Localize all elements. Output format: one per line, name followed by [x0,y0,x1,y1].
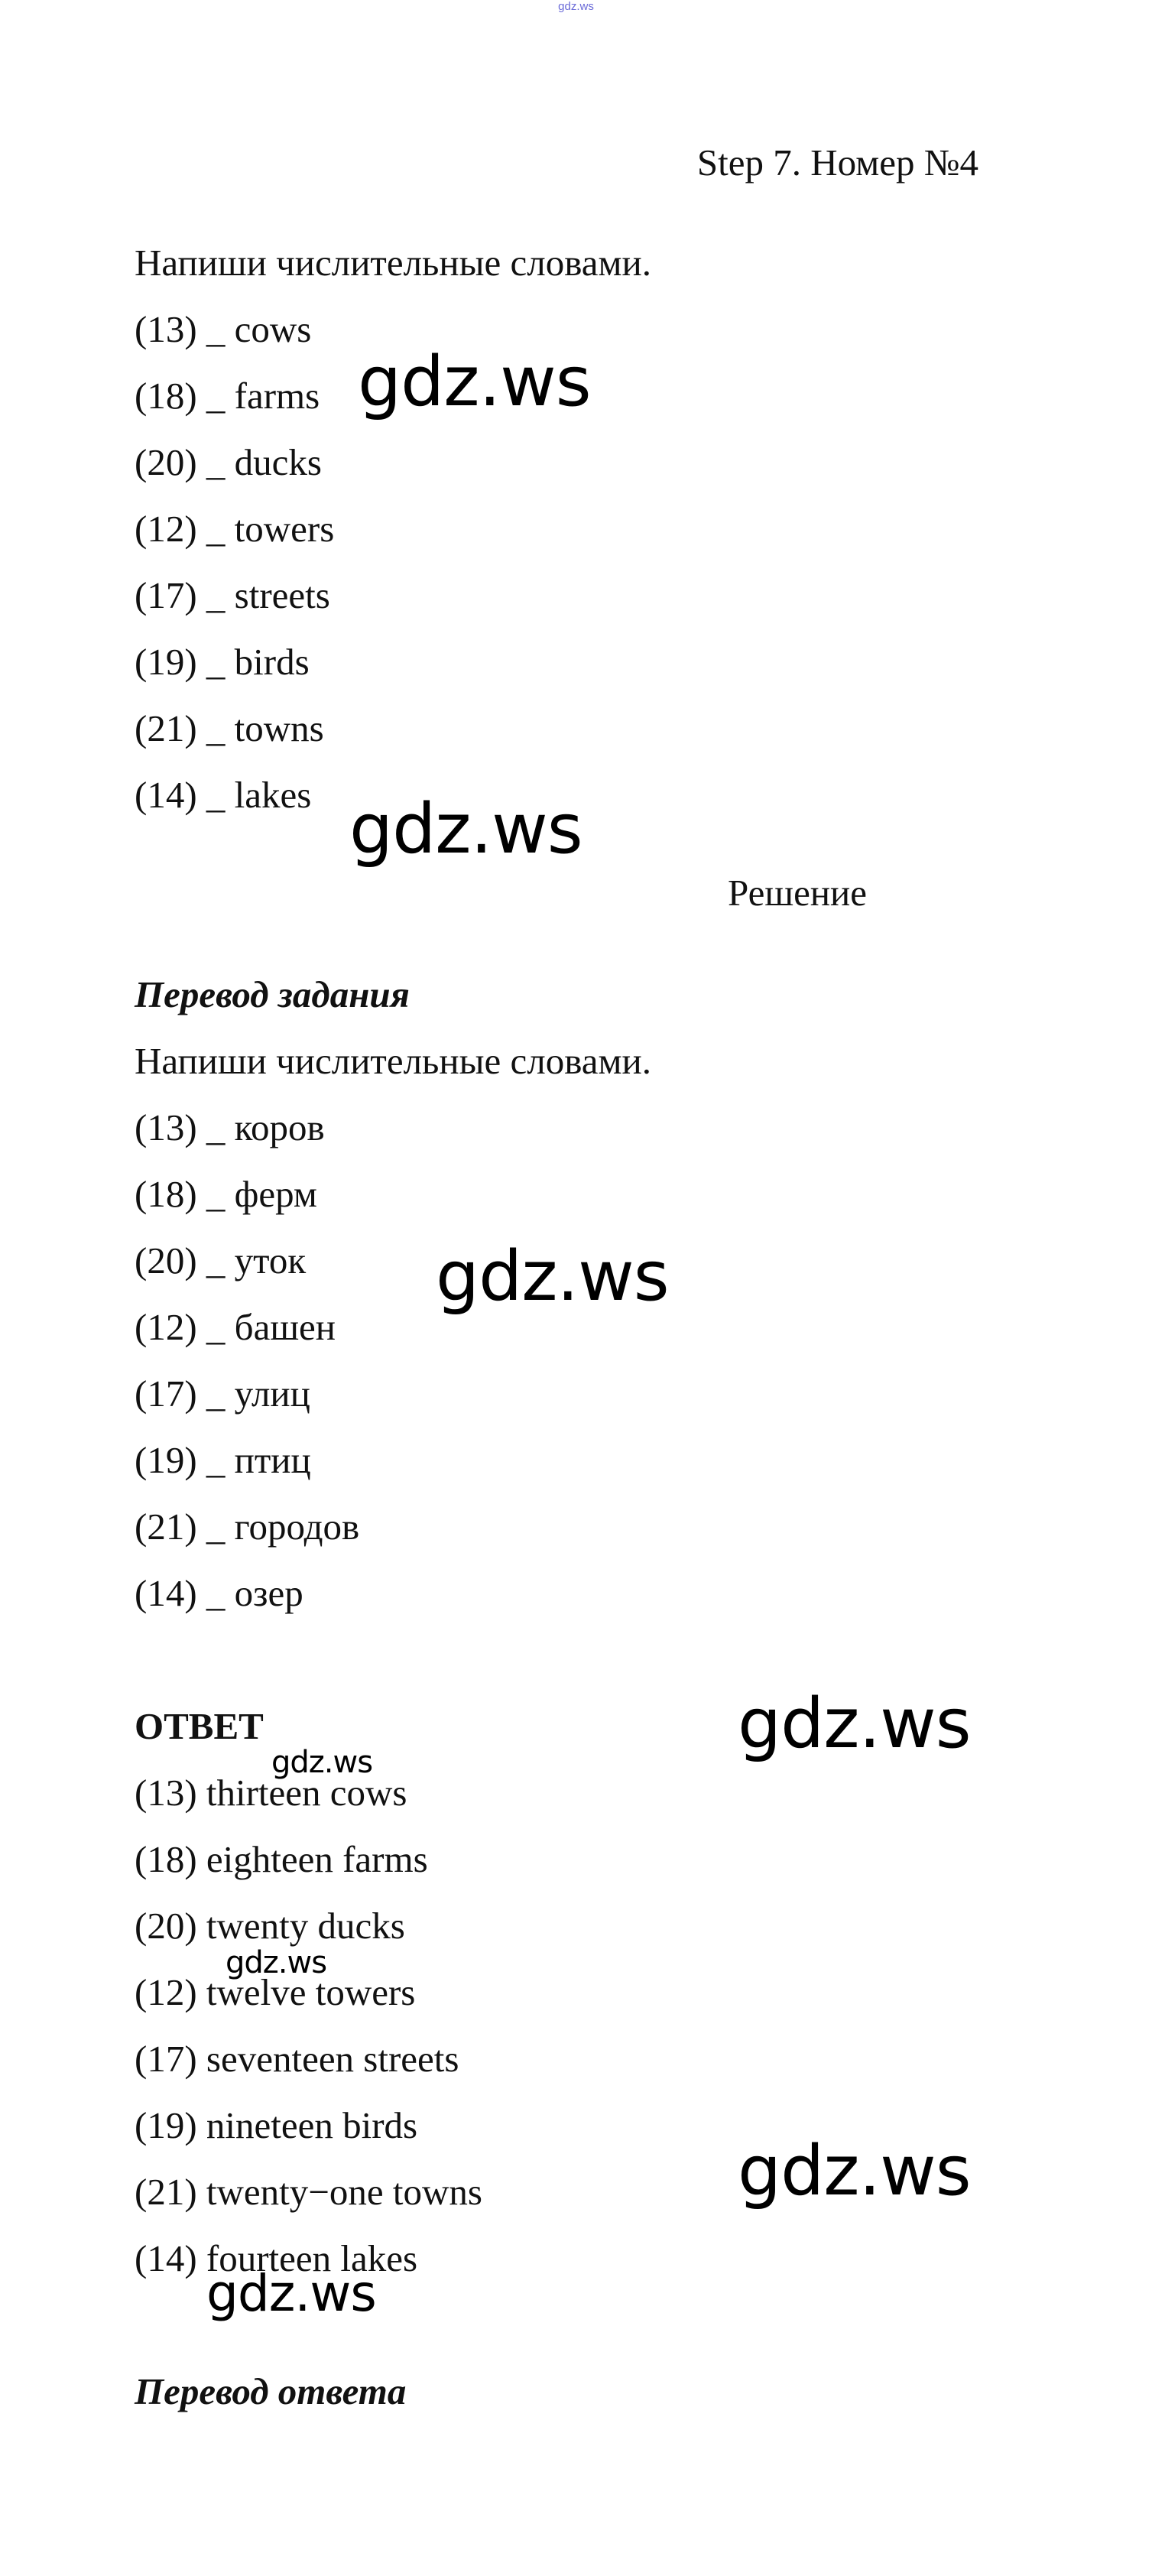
answer-item: (13) thirteen cows [135,1772,407,1814]
translation-item: (18) _ ферм [135,1173,317,1215]
top-watermark: gdz.ws [558,0,594,13]
watermark: gdz.ws [206,2264,376,2323]
task-item: (20) _ ducks [135,441,322,483]
task-item: (12) _ towers [135,508,335,550]
answer-item: (18) eighteen farms [135,1838,428,1880]
translation-item: (19) _ птиц [135,1439,311,1481]
answer-item: (17) seventeen streets [135,2038,459,2080]
answer-item: (14) fourteen lakes [135,2237,418,2279]
translation-item: (20) _ уток [135,1239,307,1282]
translation-title: Перевод задания [135,973,410,1015]
page-header: Step 7. Номер №4 [696,141,978,184]
answer-item: (19) nineteen birds [135,2104,418,2146]
task-item: (14) _ lakes [135,774,312,816]
translation-instruction: Напиши числительные словами. [135,1040,651,1082]
watermark: gdz.ws [226,1945,327,1980]
watermark: gdz.ws [738,1684,971,1764]
translation-item: (14) _ озер [135,1572,303,1614]
task-item: (21) _ towns [135,707,324,749]
watermark: gdz.ws [349,789,582,869]
task-item: (18) _ farms [135,375,320,417]
watermark: gdz.ws [358,342,591,422]
task-item: (19) _ birds [135,641,310,683]
answer-translation-title: Перевод ответа [135,2370,407,2412]
watermark: gdz.ws [436,1236,669,1317]
translation-item: (17) _ улиц [135,1372,310,1415]
watermark: gdz.ws [271,1745,373,1780]
translation-item: (21) _ городов [135,1506,360,1548]
answer-item: (12) twelve towers [135,1971,416,2013]
answer-item: (21) twenty−one towns [135,2171,482,2213]
watermark: gdz.ws [738,2131,971,2211]
task-item: (13) _ cows [135,308,312,350]
task-item: (17) _ streets [135,574,330,616]
answer-title: ОТВЕТ [135,1705,264,1747]
answer-item: (20) twenty ducks [135,1905,405,1947]
translation-item: (12) _ башен [135,1306,336,1348]
solution-label: Решение [728,872,868,914]
task-instruction: Напиши числительные словами. [135,242,651,284]
translation-item: (13) _ коров [135,1106,325,1148]
